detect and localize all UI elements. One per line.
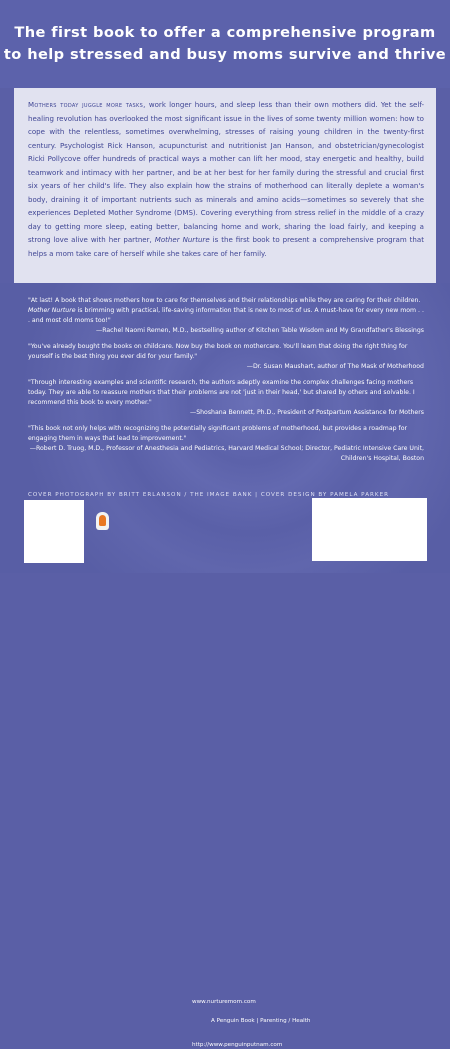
- price-box: [24, 500, 84, 563]
- testimonial: [28, 342, 424, 372]
- testimonial-text: "Through interesting examples and scientific research, the authors adeptly examine the complex challenges facing mothers today. They are able to reassure mothers that their problems are not 'just in their head,' but shared by others and solvable. I recommend this book to every mother.": [28, 379, 415, 406]
- synopsis-text: [28, 98, 424, 260]
- testimonial-text: "This book not only helps with recognizing the potentially significant problems of motherhood, but provides a roadmap for engaging them in ways that lead to improvement.": [28, 425, 408, 442]
- testimonial-attribution: —Rachel Naomi Remen, M.D., bestselling author of Kitchen Table Wisdom and My Grandfather's Blessings: [96, 327, 424, 334]
- testimonial-text: [28, 296, 424, 326]
- testimonial-text: "You've already bought the books on childcare. Now buy the book on mothercare. You'll learn that doing the right thing for yourself is the best thing you ever did for your family.": [28, 343, 408, 360]
- testimonial-attribution: —Shoshana Bennett, Ph.D., President of Postpartum Assistance for Mothers: [190, 409, 424, 416]
- headline-line-2: to help stressed and busy moms survive and thrive: [3, 46, 447, 63]
- synopsis-part-2: is the first book to present a comprehensive program that helps a mom take care of herself while she takes care of her family.: [28, 235, 424, 258]
- testimonial-text-b: is brimming with practical, life-saving information that is new to most of us. A must-have for every new mom . . . and most old moms too!": [28, 307, 424, 324]
- headline: [4, 22, 446, 66]
- penguin-logo-icon: [96, 512, 109, 530]
- synopsis-book-title: Mother Nurture: [154, 235, 210, 244]
- header-band: [0, 0, 450, 88]
- penguin-logo-inner: [99, 515, 106, 526]
- cover-credits: COVER PHOTOGRAPH BY BRITT ERLANSON / THE IMAGE BANK | COVER DESIGN BY PAMELA PARKER: [28, 492, 390, 498]
- publisher-line: A Penguin Book | Parenting / Health: [211, 1018, 311, 1024]
- testimonial-attribution: —Robert D. Truog, M.D., Professor of Anesthesia and Pediatrics, Harvard Medical School; Director, Pediatric Intensive Care Unit, Children's Hospital, Boston: [29, 445, 424, 462]
- headline-line-1: The first book to offer a comprehensive program: [14, 24, 436, 41]
- barcode-box: [312, 498, 427, 561]
- synopsis-part-1: work longer hours, and sleep less than their own mothers did. Yet the self-healing revolution has overlooked the most significant issue in the lives of some twenty million women: how to cope with the relentless, sometimes overwhelming, stresses of raising young children in the twenty-first century. Psychologist Rick Hanson, acupuncturist and nutritionist Jan Hanson, and obstetrician/gynecologist Ricki Pollycove offer hundreds of practical ways a mother can lift her mood, stay energetic and healthy, build teamwork and intimacy with her partner, and be at her best for her family during the stressful and crucial first six years of her child's life. They also explain how the strains of motherhood can literally deplete a woman's body, draining it of important nutrients such as minerals and amino acids—sometimes so severely that she experiences Depleted Mother Syndrome (DMS). Covering everything from stress relief in the middle of a crazy day to getting more sleep, eating better, balancing home and work, sharing the load fairly, and keeping a strong love alive with her partner,: [28, 100, 424, 244]
- testimonial: [28, 378, 424, 418]
- testimonial: [28, 296, 424, 336]
- website-url[interactable]: www.nurturemom.com: [192, 999, 256, 1005]
- publisher-url[interactable]: http://www.penguinputnam.com: [192, 1042, 283, 1048]
- synopsis-lead: Mothers today juggle more tasks,: [28, 100, 146, 109]
- testimonial-book-title: Mother Nurture: [28, 307, 76, 314]
- testimonial: [28, 424, 424, 464]
- testimonials: [28, 296, 424, 470]
- testimonial-attribution: —Dr. Susan Maushart, author of The Mask of Motherhood: [246, 363, 424, 370]
- testimonial-text-a: "At last! A book that shows mothers how to care for themselves and their relationships while they are caring for their children.: [28, 297, 421, 304]
